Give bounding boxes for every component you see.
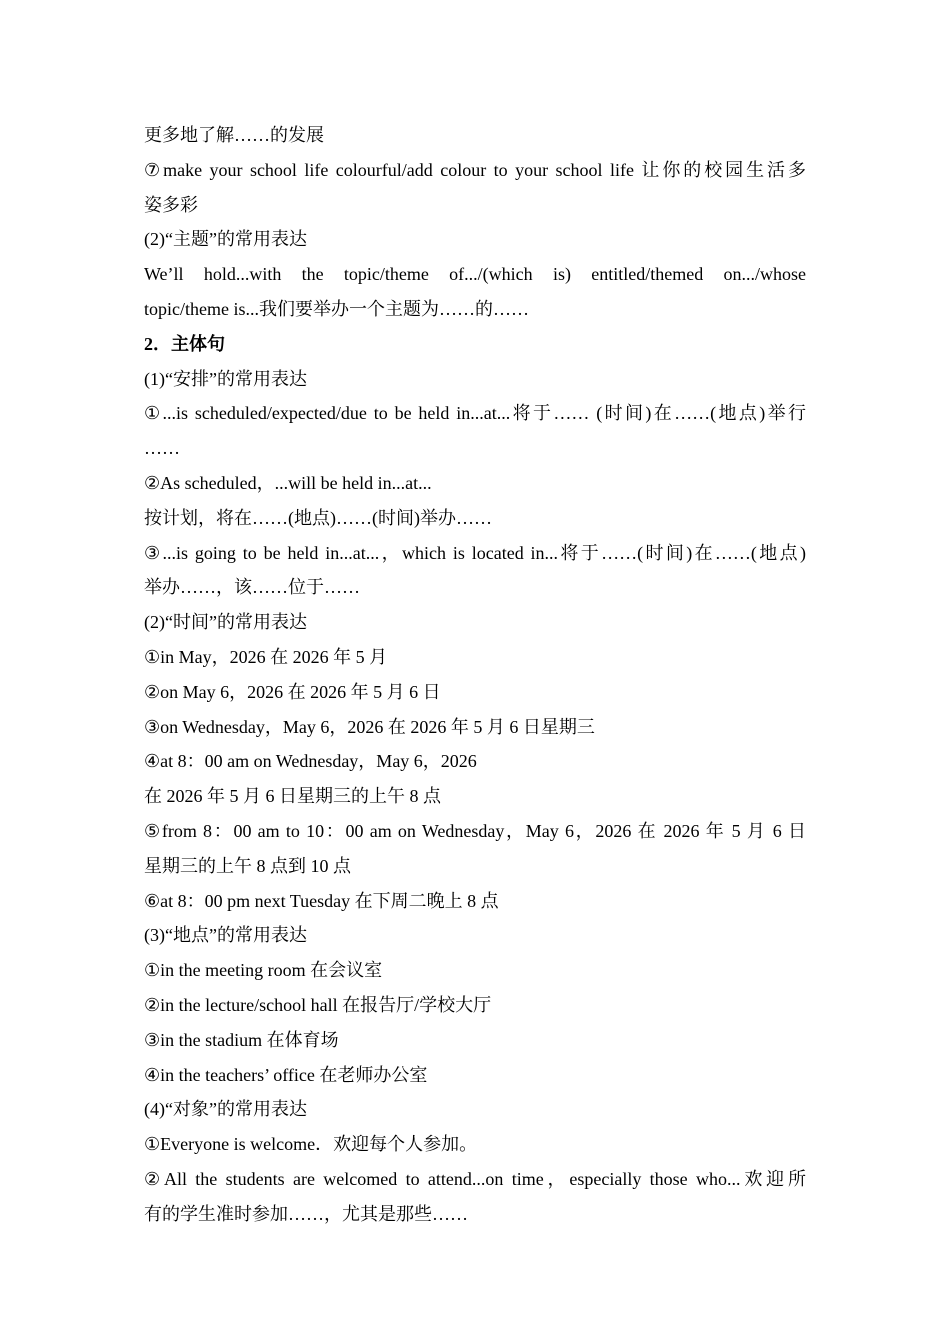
text-line: ⑤from 8：00 am to 10：00 am on Wednesday，May 6，2026 在 2026 年 5 月 6 日: [144, 820, 806, 841]
text-line: ⑥at 8：00 pm next Tuesday 在下周二晚上 8 点: [144, 890, 499, 911]
text-line: ①in May，2026 在 2026 年 5 月: [144, 646, 388, 667]
text-line: 在 2026 年 5 月 6 日星期三的上午 8 点: [144, 786, 441, 807]
text-line: ⑦make your school life colourful/add colour to your school life 让你的校园生活多: [144, 159, 806, 180]
text-line: ……: [144, 438, 180, 459]
text-line: ①...is scheduled/expected/due to be held in...at...将于…… (时间)在……(地点)举行: [144, 403, 806, 424]
text-line: ④in the teachers’ office 在老师办公室: [144, 1064, 428, 1085]
section-subheading: (3)“地点”的常用表达: [144, 925, 307, 946]
text-line: ④at 8：00 am on Wednesday，May 6，2026: [144, 751, 477, 772]
section-subheading: (2)“时间”的常用表达: [144, 612, 307, 633]
section-heading: 2．主体句: [144, 333, 225, 354]
text-line: 有的学生准时参加……，尤其是那些……: [144, 1203, 468, 1224]
text-line: ②on May 6，2026 在 2026 年 5 月 6 日: [144, 681, 441, 702]
text-line: 姿多彩: [144, 194, 198, 215]
text-line: 举办……，该……位于……: [144, 577, 360, 598]
section-subheading: (1)“安排”的常用表达: [144, 368, 307, 389]
text-line: ②in the lecture/school hall 在报告厅/学校大厅: [144, 994, 492, 1015]
document-body: [144, 118, 806, 1232]
text-line: 星期三的上午 8 点到 10 点: [144, 855, 351, 876]
text-line: topic/theme is...我们要举办一个主题为……的……: [144, 298, 529, 319]
text-line: 更多地了解……的发展: [144, 125, 324, 145]
text-line: ①in the meeting room 在会议室: [144, 960, 383, 981]
text-line: 按计划，将在……(地点)……(时间)举办……: [144, 507, 492, 528]
text-line: ③in the stadium 在体育场: [144, 1029, 339, 1050]
section-subheading: (4)“对象”的常用表达: [144, 1099, 307, 1120]
text-line: ③on Wednesday，May 6，2026 在 2026 年 5 月 6 日星期三: [144, 716, 595, 737]
text-line: ③...is going to be held in...at...，which is located in...将于……(时间)在……(地点): [144, 542, 806, 563]
section-subheading: (2)“主题”的常用表达: [144, 229, 307, 250]
text-line: ②All the students are welcomed to attend...on time，especially those who...欢迎所: [144, 1168, 806, 1189]
text-line: ①Everyone is welcome．欢迎每个人参加。: [144, 1134, 478, 1155]
text-line: We’ll hold...with the topic/theme of.../(which is) entitled/themed on.../whose: [144, 264, 806, 285]
text-line: ②As scheduled，...will be held in...at...: [144, 472, 432, 493]
